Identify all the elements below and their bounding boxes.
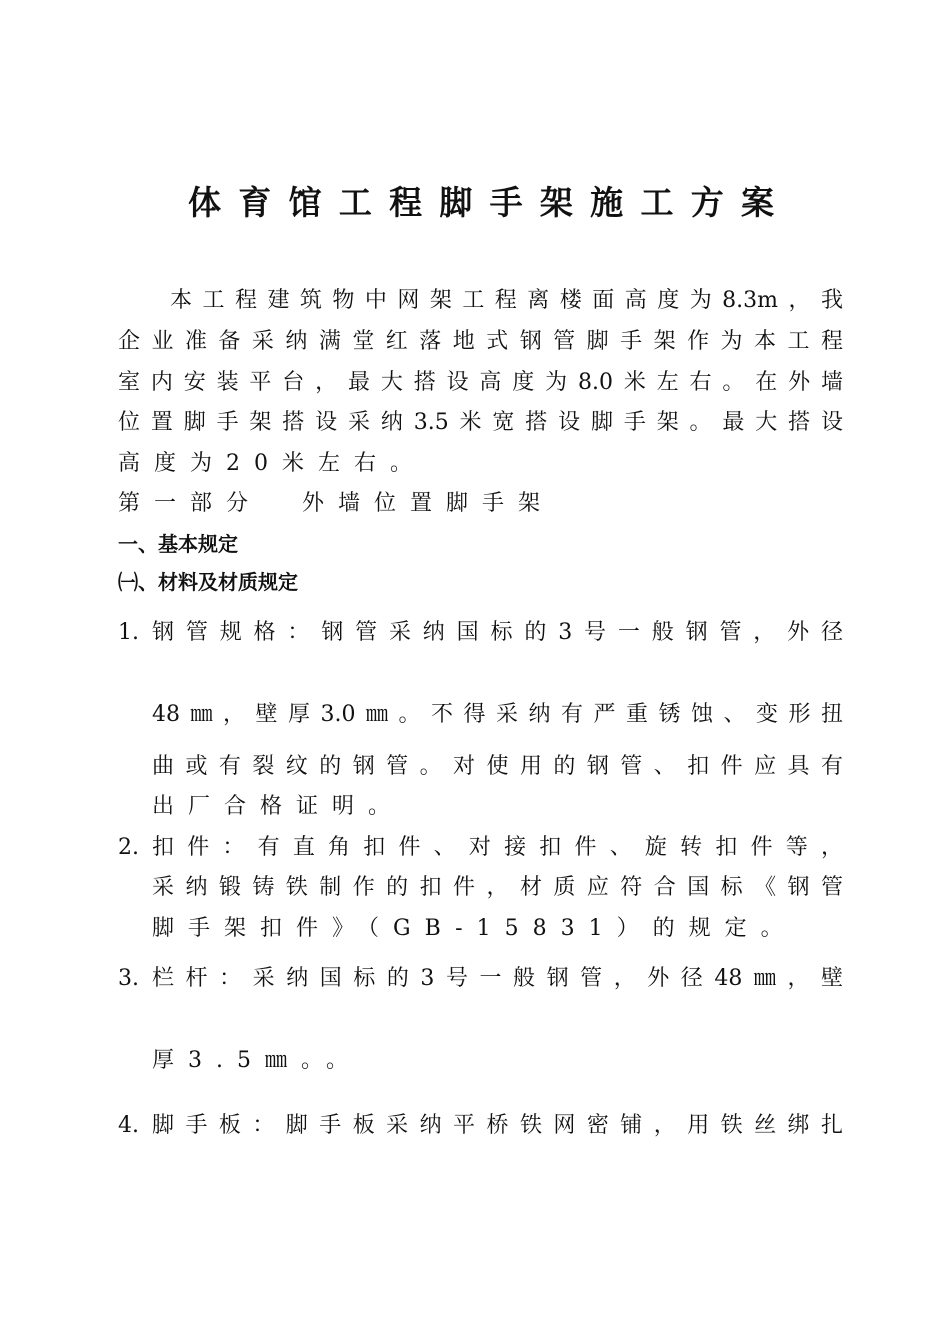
subsection-heading: ㈠、材料及材质规定 <box>118 570 298 594</box>
item-4-line-1: 脚手板：脚手板采纳平桥铁网密铺，用铁丝绑扎 <box>152 1113 843 1138</box>
item-1-line-1: 钢管规格：钢管采纳国标的3号一般钢管，外径 <box>152 620 843 645</box>
intro-line-1: 本工程建筑物中网架工程离楼面高度为8.3m，我 <box>170 288 843 313</box>
item-3-line-1: 栏杆：采纳国标的3号一般钢管，外径48㎜，壁 <box>152 966 843 991</box>
part-title: 外墙位置脚手架 <box>302 491 555 516</box>
section-heading: 一、基本规定 <box>118 532 238 556</box>
document-title: 体育馆工程脚手架施工方案 <box>188 183 774 222</box>
item-1-line-3: 曲或有裂纹的钢管。对使用的钢管、扣件应具有 <box>152 754 843 779</box>
item-3-line-2: 厚3.5㎜。。 <box>152 1048 362 1073</box>
part-heading: 第一部分 <box>118 491 263 516</box>
item-3-number: 3. <box>118 966 139 991</box>
item-1-number: 1. <box>118 620 139 645</box>
item-2-line-3: 脚手架扣件》（GB-15831）的规定。 <box>152 916 797 941</box>
intro-line-4: 位置脚手架搭设采纳3.5米宽搭设脚手架。最大搭设 <box>118 410 843 435</box>
item-1-line-4: 出厂合格证明。 <box>152 794 405 819</box>
item-2-number: 2. <box>118 835 139 860</box>
item-2-line-2: 采纳锻铸铁制作的扣件，材质应符合国标《钢管 <box>152 875 843 900</box>
item-1-line-2: 48㎜，壁厚3.0㎜。不得采纳有严重锈蚀、变形扭 <box>152 702 843 727</box>
item-2-line-1: 扣件：有直角扣件、对接扣件、旋转扣件等， <box>152 835 843 860</box>
intro-line-3: 室内安装平台，最大搭设高度为8.0米左右。在外墙 <box>118 370 843 395</box>
intro-line-5: 高度为20米左右。 <box>118 451 426 476</box>
item-4-number: 4. <box>118 1113 139 1138</box>
intro-line-2: 企业准备采纳满堂红落地式钢管脚手架作为本工程 <box>118 329 843 354</box>
